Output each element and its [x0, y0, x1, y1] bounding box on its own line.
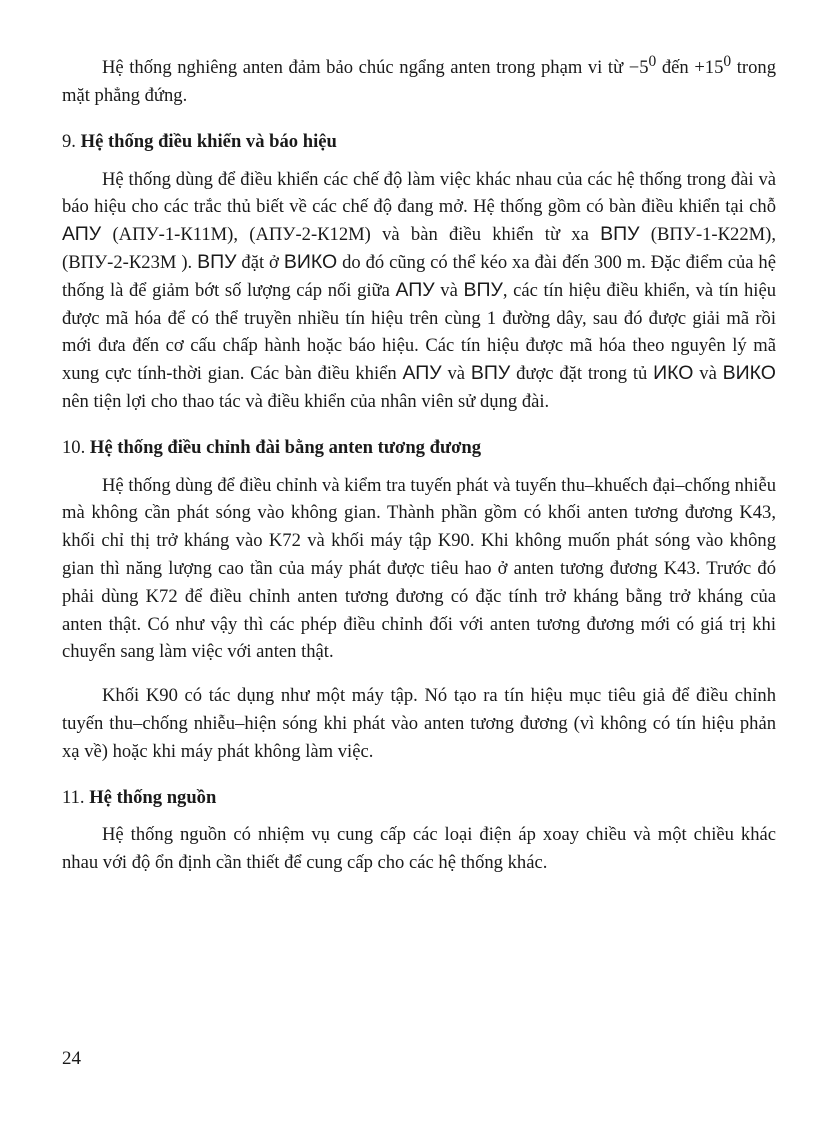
text-run: nên tiện lợi cho thao tác và điều khiển của nhân viên sử dụng đài. — [62, 390, 550, 412]
intro-paragraph — [62, 48, 776, 110]
section-number: 11. — [62, 786, 85, 808]
section-number: 9. — [62, 130, 76, 152]
cyrillic-term: ВИКО — [283, 250, 338, 273]
cyrillic-term: АПУ — [402, 362, 442, 385]
cyrillic-term: ИКО — [653, 362, 694, 385]
text-run: , các tín hiệu điều khiển, và tín hiệu được mã hóa để có thể truyền nhiều tín hiệu trên cùng 1 đường dây, sau đó được giải mã rồi mới đưa đến cơ cấu chấp hành hoặc báo hiệu. Các tín hiệu được mã hóa theo nguyên lý mã xung cực tính-thời gian. Các bàn điều khiển — [62, 279, 776, 385]
section-title: Hệ thống điều khiển và báo hiệu — [80, 130, 337, 152]
cyrillic-term: ВИКО — [722, 362, 776, 385]
section-11-heading — [62, 784, 776, 812]
page-body — [62, 48, 776, 877]
text-run: Hệ thống dùng để điều khiển các chế độ làm việc khác nhau của các hệ thống trong đài và báo hiệu cho các trắc thủ biết về các chế độ đang mở. Hệ thống gồm có bàn điều khiển tại chỗ — [62, 168, 776, 218]
intro-text-a: Hệ thống nghiêng anten đảm bảo chúc ngẩng anten trong phạm vi từ −5 — [102, 57, 649, 79]
section-10-heading — [62, 434, 776, 462]
section-10-paragraph-1: Hệ thống dùng để điều chỉnh và kiểm tra tuyến phát và tuyến thu–khuếch đại–chống nhiễu mà không cần phát sóng vào không gian. Thành phần gồm có khối anten tương đương K43, khối chỉ thị trở kháng vào K72 và khối máy tập K90. Khi không muốn phát sóng vào không gian thì năng lượng cao tần của máy phát được tiêu hao ở anten tương đương K43. Trước đó phải dùng K72 để điều chỉnh anten tương đương có đặc tính trở kháng bằng trở kháng của anten thật. Có như vậy thì các phép điều chỉnh đối với anten tương đương mới có giá trị khi chuyển sang làm việc với anten thật. — [62, 474, 776, 663]
text-run: được đặt trong tủ — [510, 363, 654, 385]
cyrillic-term: АПУ — [395, 278, 435, 301]
degree-superscript: 0 — [723, 53, 732, 70]
text-run: do đó cũng có thể kéo xa đài đến 300 m. Đặc điểm của hệ thống là để giảm bớt số lượng cáp nối giữa — [62, 251, 776, 301]
section-number: 10. — [62, 436, 86, 458]
degree-superscript: 0 — [648, 53, 657, 70]
text-run: đặt ở — [236, 251, 284, 273]
section-10-paragraph-2: Khối K90 có tác dụng như một máy tập. Nó tạo ra tín hiệu mục tiêu giả để điều chỉnh tuyến thu–chống nhiễu–hiện sóng khi phát vào anten tương đương (vì không có tín hiệu phản xạ về) hoặc khi máy phát không làm việc. — [62, 685, 776, 762]
section-9-paragraph — [62, 166, 776, 416]
page-number: 24 — [62, 1048, 81, 1069]
cyrillic-term: АПУ — [62, 223, 102, 246]
text-run: và — [441, 363, 471, 385]
text-run: và — [434, 279, 464, 301]
text-run: (АПУ-1-К11М), (АПУ-2-К12М) và bàn điều khiển từ xa — [101, 224, 601, 246]
section-9-heading — [62, 128, 776, 156]
cyrillic-term: ВПУ — [197, 250, 237, 273]
text-run: và — [693, 363, 723, 385]
cyrillic-term: ВПУ — [463, 278, 503, 301]
cyrillic-term: ВПУ — [600, 223, 640, 246]
text-run: (ВПУ-1-К22М), (ВПУ-2-К23М ). — [62, 224, 776, 273]
intro-text-b: đến +15 — [656, 57, 724, 79]
section-title: Hệ thống nguồn — [89, 786, 217, 808]
intro-text-c: trong mặt phẳng đứng. — [62, 57, 776, 106]
section-title: Hệ thống điều chỉnh đài bằng anten tương đương — [89, 436, 482, 458]
cyrillic-term: ВПУ — [470, 362, 511, 385]
section-11-paragraph: Hệ thống nguồn có nhiệm vụ cung cấp các loại điện áp xoay chiều và một chiều khác nhau với độ ổn định cần thiết để cung cấp cho các hệ thống khác. — [62, 824, 776, 874]
